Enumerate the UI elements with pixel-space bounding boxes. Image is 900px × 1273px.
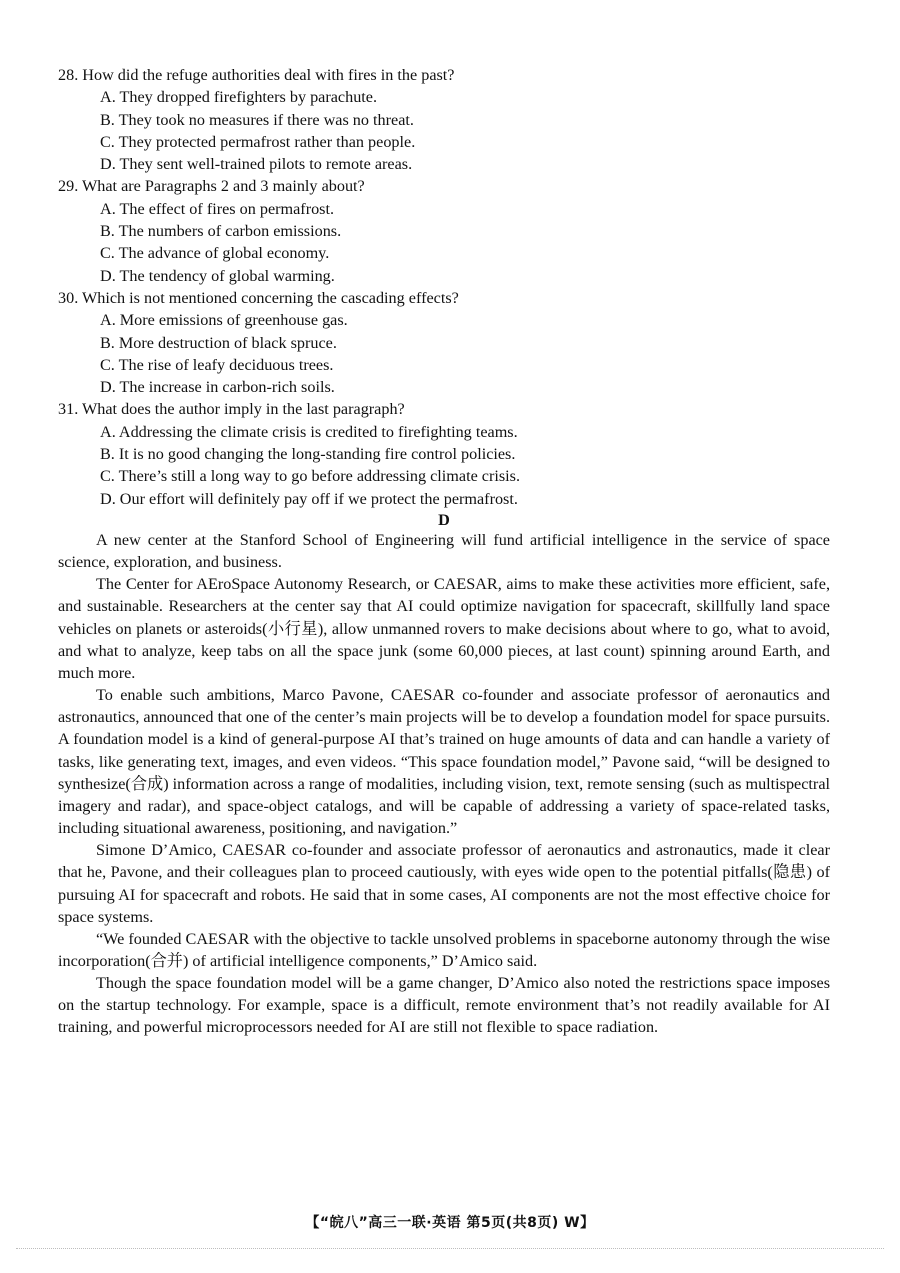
option-c: C. They protected permafrost rather than people. — [100, 132, 416, 151]
question-29 — [58, 175, 848, 286]
question-list — [58, 64, 848, 530]
option-c: C. The advance of global economy. — [100, 244, 330, 263]
passage-paragraph: The Center for AEroSpace Autonomy Research, or CAESAR, aims to make these activities more efficient, safe, and sustainable. Researchers at the center say that AI could optimize navigation for spacecraft, skillfully land space vehicles on planets or asteroids(小行星), allow unmanned rovers to make decisions about where to go, what to avoid, and what to analyze, keep tabs on all the space junk (some 60,000 pieces, at last count) spinning around Earth, and much more. — [58, 575, 830, 682]
option-d: D. The increase in carbon-rich soils. — [100, 378, 335, 397]
option-b: B. It is no good changing the long-standing fire control policies. — [100, 445, 516, 464]
footer-divider — [16, 1248, 884, 1249]
passage-paragraph: To enable such ambitions, Marco Pavone, CAESAR co-founder and associate professor of aeronautics and astronautics, announced that one of the center’s main projects will be to develop a foundation model for space pursuits. A foundation model is a kind of general-purpose AI that’s trained on huge amounts of data and can handle a variety of tasks, like generating text, images, and even videos. “This space foundation model,” Pavone said, “will be designed to synthesize(合成) information across a range of modalities, including vision, text, remote sensing (such as multispectral imagery and radar), and space-object catalogs, and will be capable of addressing a variety of space-related tasks, including situational awareness, positioning, and navigation.” — [58, 686, 830, 838]
reading-passage — [58, 529, 830, 1039]
question-31 — [58, 398, 848, 509]
question-28 — [58, 64, 848, 175]
option-a: A. Addressing the climate crisis is credited to firefighting teams. — [100, 422, 518, 441]
passage-paragraph: Though the space foundation model will be a game changer, D’Amico also noted the restrictions space imposes on the startup technology. For example, space is a difficult, remote environment that’s not readily available for AI training, and powerful microprocessors needed for AI are still not flexible to space radiation. — [58, 974, 830, 1037]
option-c: C. The rise of leafy deciduous trees. — [100, 355, 334, 374]
option-d: D. The tendency of global warming. — [100, 266, 335, 285]
option-b: B. They took no measures if there was no threat. — [100, 110, 414, 129]
option-b: B. The numbers of carbon emissions. — [100, 222, 342, 241]
passage-paragraph: A new center at the Stanford School of Engineering will fund artificial intelligence in the service of space science, exploration, and business. — [58, 531, 830, 572]
option-c: C. There’s still a long way to go before addressing climate crisis. — [100, 467, 521, 486]
question-stem: 28. How did the refuge authorities deal with fires in the past? — [58, 66, 455, 84]
option-a: A. They dropped firefighters by parachute. — [100, 88, 378, 107]
passage-paragraph: Simone D’Amico, CAESAR co-founder and associate professor of aeronautics and astronautics, made it clear that he, Pavone, and their colleagues plan to proceed cautiously, with eyes wide open to the potential pitfalls(隐患) of pursuing AI for spacecraft and robots. He said that in some cases, AI components are not the most effective choice for space systems. — [58, 841, 830, 926]
question-stem: 31. What does the author imply in the last paragraph? — [58, 400, 405, 419]
option-b: B. More destruction of black spruce. — [100, 333, 337, 352]
passage-paragraph: “We founded CAESAR with the objective to tackle unsolved problems in spaceborne autonomy through the wise incorporation(合并) of artificial intelligence components,” D’Amico said. — [58, 929, 830, 970]
page-footer: 【“皖八”高三一联·英语 第5页(共8页) W】 — [305, 1215, 595, 1231]
option-a: A. More emissions of greenhouse gas. — [100, 311, 348, 330]
option-a: A. The effect of fires on permafrost. — [100, 199, 335, 218]
section-heading: D — [438, 510, 450, 529]
option-d: D. Our effort will definitely pay off if we protect the permafrost. — [100, 489, 518, 508]
question-stem: 29. What are Paragraphs 2 and 3 mainly about? — [58, 177, 365, 196]
question-30 — [58, 287, 848, 398]
option-d: D. They sent well-trained pilots to remote areas. — [100, 155, 413, 174]
question-stem: 30. Which is not mentioned concerning the cascading effects? — [58, 288, 459, 307]
